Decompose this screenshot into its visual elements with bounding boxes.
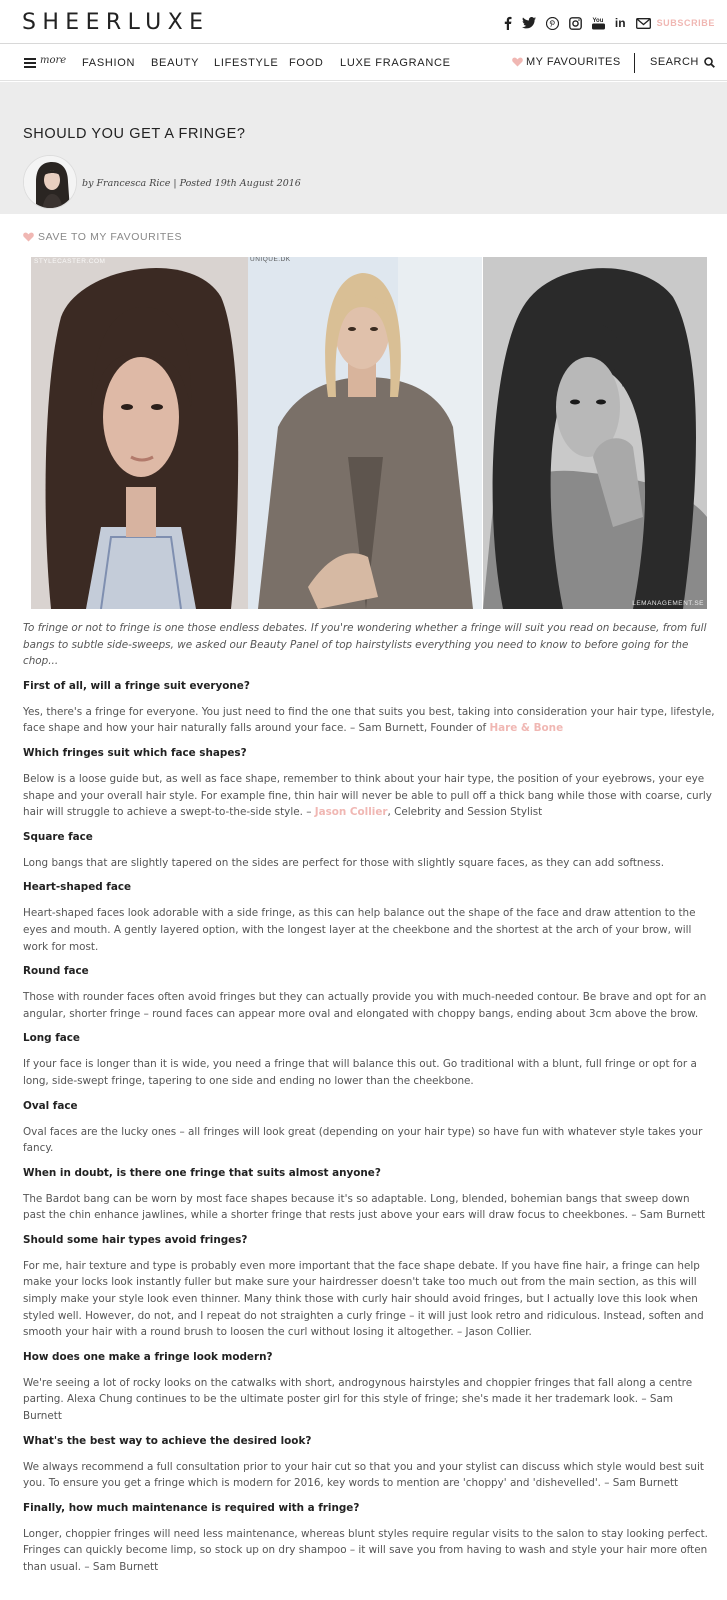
pinterest-icon[interactable]	[546, 17, 559, 30]
nav-divider	[634, 53, 635, 73]
photo-credit-2: UNIQUE.DK	[250, 257, 291, 263]
photo-credit-1: STYLECASTER.COM	[34, 258, 106, 265]
section-paragraph: Heart-shaped faces look adorable with a side fringe, as this can help balance out the shape of the face and draw attention to the eyes and mouth. A gently layered option, with the longest layer at the cheekbone and the shortest at the arch of your brow, will work for most.	[23, 907, 696, 953]
section-heading: Heart-shaped face	[23, 881, 132, 894]
search-button[interactable]	[650, 56, 715, 68]
paragraph-text: Below is a loose guide but, as well as face shape, remember to think about your hair type, the position of your eyebrows, your eye shape and your overall hair style. For example fine, thin hair will never be able to pull off a thick bang while those with coarse, curly hair will struggle to achieve a swept-to-the-side style. –	[23, 772, 712, 819]
twitter-icon[interactable]	[522, 17, 536, 29]
article-header	[0, 82, 727, 214]
section-paragraph: Longer, choppier fringes will need less maintenance, whereas blunt styles require regular visits to the salon to stay looking perfect. Fringes can quickly become limp, so stock up on dry shampoo – it will save you from having to wash and style your hair more often than usual. – Sam Burnett	[23, 1527, 708, 1573]
paragraph-text: , Celebrity and Session Stylist	[387, 806, 543, 819]
section-heading: Square face	[23, 830, 93, 843]
save-to-favourites-button[interactable]	[23, 231, 182, 243]
hare-and-bone-link[interactable]: Hare & Bone	[489, 722, 564, 735]
hero-photo-3	[483, 257, 707, 609]
mail-icon[interactable]	[636, 18, 651, 29]
section-heading: How does one make a fringe look modern?	[23, 1350, 273, 1363]
section-heading: Should some hair types avoid fringes?	[23, 1233, 248, 1246]
more-menu[interactable]: more	[40, 55, 67, 66]
page-title: SHOULD YOU GET A FRINGE?	[23, 126, 246, 142]
nav-food[interactable]: FOOD	[289, 57, 324, 69]
section-heading: When in doubt, is there one fringe that suits almost anyone?	[23, 1166, 381, 1179]
linkedin-icon[interactable]: in	[614, 16, 626, 30]
section-paragraph: We're seeing a lot of rocky looks on the catwalks with short, androgynous hairstyles and choppier fringes that fall along a centre parting. Alexa Chung continues to be the ultimate poster girl for this style of fringe; she's made it her trademark look. – Sam Burnett	[23, 1376, 693, 1423]
section-heading: First of all, will a fringe suit everyone?	[23, 679, 250, 692]
hero-photo-1	[31, 257, 249, 609]
nav-lifestyle[interactable]: LIFESTYLE	[214, 57, 279, 69]
jason-collier-link[interactable]: Jason Collier	[314, 806, 388, 819]
main-nav	[0, 45, 727, 81]
section-paragraph: Oval faces are the lucky ones – all fringes will look great (depending on your hair type) so have fun with whatever style takes your fancy.	[23, 1125, 703, 1155]
hamburger-menu-icon[interactable]	[24, 58, 36, 68]
social-links	[494, 15, 715, 31]
youtube-label: You	[592, 18, 604, 24]
heart-icon	[23, 232, 34, 242]
author-avatar[interactable]	[23, 155, 77, 209]
section-paragraph	[23, 704, 715, 737]
nav-luxe-fragrance[interactable]: LUXE FRAGRANCE	[340, 57, 451, 69]
section-heading: What's the best way to achieve the desired look?	[23, 1434, 312, 1447]
section-paragraph: If your face is longer than it is wide, you need a fringe that will balance this out. Go traditional with a blunt, full fringe or opt for a long, side-swept fringe, tapering to one side and ending no lower than the cheekbone.	[23, 1058, 697, 1087]
brand-bar	[0, 0, 727, 44]
my-favourites-link[interactable]	[512, 56, 621, 68]
section-heading: Round face	[23, 965, 89, 978]
facebook-icon[interactable]	[504, 16, 512, 30]
youtube-icon[interactable]	[592, 16, 605, 30]
hero-photo-2	[248, 257, 482, 609]
section-paragraph: We always recommend a full consultation prior to your hair cut so that you and your stylist can discuss which style would best suit you. To ensure you get a fringe which is modern for 2016, key words to mention are 'choppy' and 'dishevelled'. – Sam Burnett	[23, 1460, 704, 1490]
section-paragraph: Those with rounder faces often avoid fringes but they can actually provide you with much-needed contour. Be brave and opt for an angular, shorter fringe – round faces can appear more oval and elongated with choppy bangs, ending about 3cm above the brow.	[23, 991, 707, 1020]
nav-fashion[interactable]: FASHION	[82, 57, 136, 69]
my-favourites-label: MY FAVOURITES	[526, 56, 621, 68]
section-paragraph: The Bardot bang can be worn by most face shapes because it's so adaptable. Long, blended, bohemian bangs that sweep down past the chin enhance jawlines, while a shorter fringe that rests just above your ears will draw focus to cheekbones. – Sam Burnett	[23, 1192, 706, 1222]
section-heading: Long face	[23, 1032, 80, 1045]
section-heading: Oval face	[23, 1099, 78, 1112]
search-icon	[704, 57, 715, 68]
nav-beauty[interactable]: BEAUTY	[151, 57, 200, 69]
photo-credit-3: LEMANAGEMENT.SE	[632, 600, 704, 607]
article-body	[23, 620, 715, 1584]
byline: by Francesca Rice | Posted 19th August 2016	[82, 178, 301, 189]
subscribe-link[interactable]: SUBSCRIBE	[656, 18, 715, 28]
paragraph-text: Yes, there's a fringe for everyone. You just need to find the one that suits you best, taking into consideration your hair type, lifestyle, face shape and how your hair naturally falls around your face. – Sam Burnett, Founder of	[23, 705, 715, 735]
section-paragraph: Long bangs that are slightly tapered on the sides are perfect for those with slightly square faces, as they can add softness.	[23, 856, 665, 869]
article-intro: To fringe or not to fringe is one those endless debates. If you're wondering whether a fringe will suit you read on because, from full bangs to subtle side-sweeps, we asked our Beauty Panel of top hairstylists everything you need to know to before going for the chop...	[23, 622, 707, 668]
section-paragraph: For me, hair texture and type is probably even more important that the face shape debate. If you have fine hair, a fringe can help make your locks look instantly fuller but make sure your hairdresser doesn't take too much out from the main section, as this will simply make your style look even thinner. Many think those with curly hair should avoid fringes, but I actually love this look when styled well. However, do not, and I repeat do not straighten a curly fringe – it will just look retro and ridiculous. Instead, soften and smooth your hair with a round brush to loosen the curl without losing it altogether. – Jason Collier.	[23, 1259, 704, 1339]
section-heading: Finally, how much maintenance is required with a fringe?	[23, 1501, 360, 1514]
section-heading: Which fringes suit which face shapes?	[23, 746, 247, 759]
search-label: SEARCH	[650, 56, 699, 68]
heart-icon	[512, 57, 523, 67]
site-logo[interactable]: SHEERLUXE	[22, 10, 210, 35]
instagram-icon[interactable]	[569, 17, 582, 30]
section-paragraph	[23, 771, 715, 821]
save-label: SAVE TO MY FAVOURITES	[38, 231, 183, 243]
hero-image	[31, 257, 707, 609]
